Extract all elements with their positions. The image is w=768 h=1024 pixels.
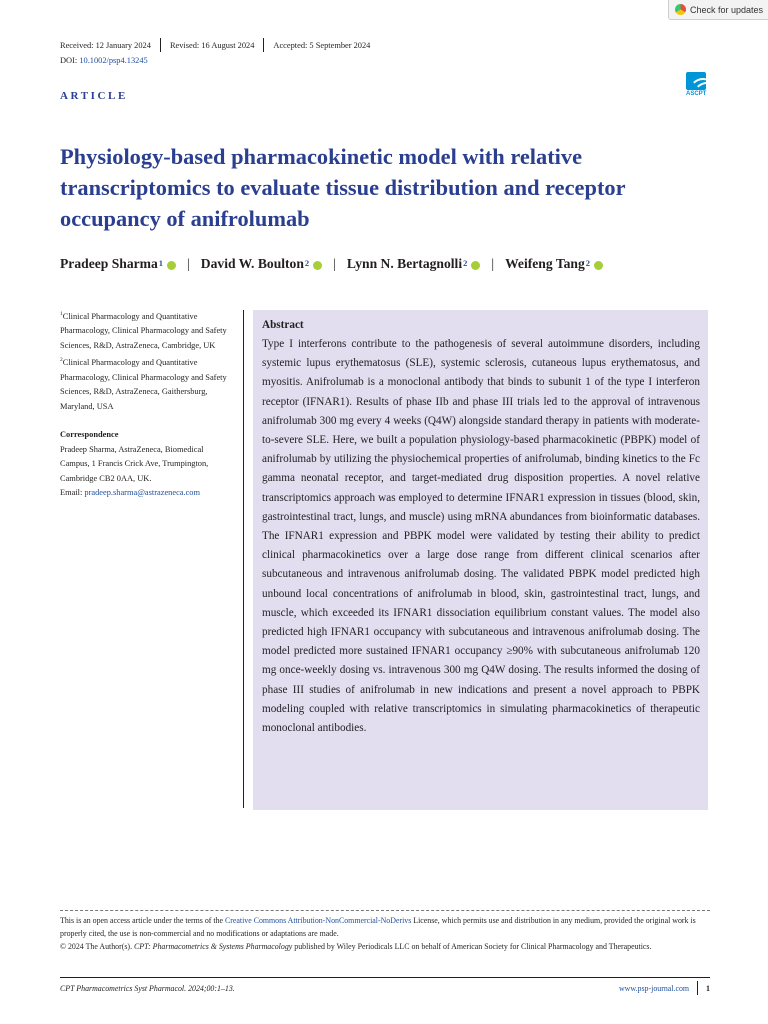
orcid-icon[interactable]: [313, 261, 322, 270]
author-name[interactable]: Weifeng Tang: [505, 256, 585, 271]
author-list: [60, 256, 603, 272]
author-affiliation-number: 2: [585, 258, 591, 268]
copyright-statement: [60, 940, 710, 953]
footer-separator: [697, 981, 698, 995]
correspondence-heading: Correspondence: [60, 430, 119, 440]
check-for-updates-button[interactable]: [668, 0, 768, 20]
journal-citation: CPT Pharmacometrics Syst Pharmacol. 2024;00:1–13.: [60, 983, 235, 993]
license-statement: [60, 914, 710, 940]
date-divider: [160, 38, 161, 52]
license-text: This is an open access article under the terms of the: [60, 916, 224, 925]
author-separator: |: [187, 256, 190, 271]
footer-divider: [60, 977, 710, 978]
accepted-date: Accepted: 5 September 2024: [273, 40, 371, 50]
author-affiliation-number: 1: [158, 258, 164, 268]
orcid-icon[interactable]: [594, 261, 603, 270]
article-type-label: ARTICLE: [60, 90, 128, 102]
correspondence-address: Pradeep Sharma, AstraZeneca, Biomedical Campus, 1 Francis Crick Ave, Trumpington, Cambridge CB2 0AA, UK.: [60, 444, 209, 483]
abstract-text: Type I interferons contribute to the pathogenesis of several autoimmune disorders, including systemic lupus erythematosus (SLE), systemic sclerosis, cutaneous lupus erythematosus, and myositis. Anifrolumab is a monoclonal antibody that binds to subunit 1 of the type I interferon receptor (IFNAR1). Results of phase IIb and phase III trials led to the approval of intravenous anifrolumab 300 mg every 4 weeks (Q4W) alongside standard therapy in patients with moderate-to-severe SLE. Here, we built a population physiology-based pharmacokinetic (PBPK) model of anifrolumab by utilizing the physiochemical properties of anifrolumab, binding kinetics to the Fc gamma neonatal receptor, and target-mediated drug disposition properties. A novel relative transcriptomics approach was employed to determine IFNAR1 expression in tissues (blood, skin, gastrointestinal tract, lungs, and muscle) using mRNA abundances from bioinformatic databases. The IFNAR1 expression and PBPK model were validated by testing their ability to predict clinical pharmacokinetics over a large dose range from different clinical scenarios after subcutaneous and intravenous anifrolumab dosing. The validated PBPK model predicted high unbound local concentrations of anifrolumab in blood, skin, gastrointestinal tract, lungs, and muscle, which exceeded its IFNAR1 dissociation equilibrium constant values. The model also predicted high IFNAR1 occupancy with subcutaneous and intravenous anifrolumab dosing. The model predicted more sustained IFNAR1 occupancy ≥90% with subcutaneous anifrolumab 120 mg once-weekly dosing vs. intravenous 300 mg Q4W dosing. The results informed the dosing of phase III studies of anifrolumab in new indications and present a novel approach to PBPK modeling coupled with relative transcriptomics in simulating pharmacokinetics of therapeutic monoclonal antibodies.: [262, 338, 700, 735]
cc-license-link[interactable]: Creative Commons Attribution-NonCommercial-NoDerivs: [225, 916, 412, 925]
author-name[interactable]: Pradeep Sharma: [60, 256, 158, 271]
copyright-text: © 2024 The Author(s).: [60, 942, 133, 951]
footer-right: [619, 981, 710, 995]
orcid-icon[interactable]: [167, 261, 176, 270]
license-text: License, which permits use and distribution in any medium, provided the original work is properly cited, the use is non-commercial and no modifications or adaptations are made.: [60, 916, 696, 938]
ascpt-logo-text: ASCPT: [686, 91, 707, 97]
affiliation-number: 2: [60, 357, 63, 364]
abstract-side-rule: [243, 310, 244, 808]
ascpt-logo: [686, 72, 710, 98]
doi-link[interactable]: 10.1002/psp4.13245: [79, 56, 148, 65]
author-affiliation-number: 2: [304, 258, 310, 268]
article-title: Physiology-based pharmacokinetic model with relative transcriptomics to evaluate tissue distribution and receptor occupancy of anifrolumab: [60, 144, 626, 231]
correspondence-email-line: [60, 486, 232, 501]
ascpt-logo-mark: [686, 72, 706, 90]
doi-line: [60, 56, 148, 65]
affiliations-column: [60, 307, 232, 501]
affiliation-text: Clinical Pharmacology and Quantitative Pharmacology, Clinical Pharmacology and Safety Sciences, R&D, AstraZeneca, Gaithersburg, Maryland, USA: [60, 358, 227, 411]
article-dates: [60, 38, 370, 52]
copyright-text: published by Wiley Periodicals LLC on behalf of American Society for Clinical Pharmacology and Therapeutics.: [294, 942, 652, 951]
page-footer: [60, 981, 710, 995]
license-footnote: [60, 910, 710, 953]
date-divider: [263, 38, 264, 52]
correspondence-email-link[interactable]: pradeep.sharma@astrazeneca.com: [84, 488, 201, 498]
affiliation-text: Clinical Pharmacology and Quantitative Pharmacology, Clinical Pharmacology and Safety Sciences, R&D, AstraZeneca, Cambridge, UK: [60, 311, 227, 350]
affiliation-2: [60, 353, 232, 414]
affiliation-1: [60, 307, 232, 353]
author-separator: |: [333, 256, 336, 271]
abstract-heading: Abstract: [262, 319, 304, 331]
author-affiliation-number: 2: [463, 258, 468, 268]
received-date: Received: 12 January 2024: [60, 40, 151, 50]
journal-url-link[interactable]: www.psp-journal.com: [618, 983, 690, 993]
journal-name: CPT: Pharmacometrics & Systems Pharmacology: [134, 942, 293, 951]
revised-date: Revised: 16 August 2024: [169, 40, 255, 50]
page-number: 1: [706, 983, 710, 993]
author-name[interactable]: David W. Boulton: [200, 256, 304, 271]
author-name[interactable]: Lynn N. Bertagnolli: [346, 256, 463, 271]
doi-label: DOI:: [60, 56, 78, 65]
orcid-icon[interactable]: [471, 261, 480, 270]
email-label: Email:: [60, 488, 83, 498]
crossmark-icon: [675, 4, 686, 15]
check-for-updates-label: Check for updates: [690, 4, 764, 15]
abstract-box: [253, 310, 708, 810]
author-separator: |: [491, 256, 495, 271]
affiliation-number: 1: [60, 311, 63, 317]
